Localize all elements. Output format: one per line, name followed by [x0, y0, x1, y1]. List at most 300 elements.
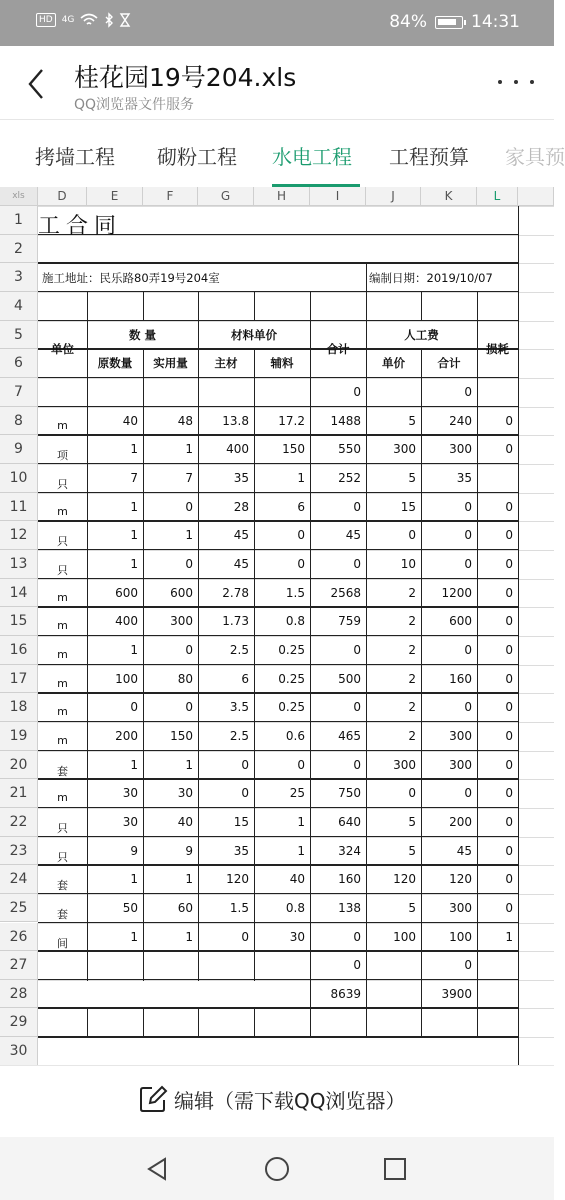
data-cell[interactable]: 45	[345, 528, 361, 543]
table-border	[38, 750, 518, 752]
data-cell[interactable]: 0	[464, 786, 472, 801]
row-header[interactable]: 16	[0, 636, 38, 665]
data-cell[interactable]: 0	[505, 413, 513, 428]
nav-recents-button[interactable]	[381, 1155, 409, 1183]
data-cell[interactable]: 9	[130, 843, 138, 858]
sheet-tabs	[0, 121, 565, 187]
data-cell[interactable]: 0	[353, 958, 361, 973]
table-border	[38, 520, 518, 522]
data-cell[interactable]: 100	[115, 671, 138, 686]
data-cell[interactable]: 750	[338, 786, 361, 801]
more-dot-icon	[498, 80, 502, 84]
data-cell[interactable]: 0.25	[278, 671, 305, 686]
data-cell[interactable]: 0	[505, 585, 513, 600]
data-cell[interactable]: 0	[353, 556, 361, 571]
data-cell[interactable]: 6	[297, 499, 305, 514]
data-cell[interactable]: 1	[185, 929, 193, 944]
data-cell[interactable]: 0	[505, 728, 513, 743]
row-header[interactable]: 15	[0, 607, 38, 636]
column-header[interactable]: K	[421, 187, 477, 206]
data-cell[interactable]: 300	[449, 900, 472, 915]
row-header[interactable]: 30	[0, 1037, 38, 1066]
row-header[interactable]: 24	[0, 865, 38, 894]
data-cell[interactable]: 7	[130, 470, 138, 485]
data-cell[interactable]: 2	[408, 671, 416, 686]
merge-mask	[40, 981, 309, 1008]
data-cell[interactable]: 0	[464, 958, 472, 973]
unit-cell[interactable]: 套	[57, 879, 68, 893]
data-cell[interactable]: 0	[297, 556, 305, 571]
navigation-bar	[0, 1137, 554, 1200]
battery-percent: 84%	[389, 12, 427, 32]
data-cell[interactable]: 1	[130, 499, 138, 514]
table-border	[421, 292, 423, 321]
data-cell[interactable]: 1	[130, 757, 138, 772]
data-cell[interactable]: 200	[115, 728, 138, 743]
row-header[interactable]: 20	[0, 751, 38, 780]
tab-sheet-4[interactable]: 工程预算	[389, 145, 469, 169]
edit-label: 编辑（需下载QQ浏览器）	[174, 1088, 406, 1113]
data-cell[interactable]: 138	[338, 900, 361, 915]
battery-icon	[435, 16, 463, 29]
triangle-back-icon	[144, 1155, 172, 1183]
tab-sheet-3[interactable]: 水电工程	[272, 145, 352, 169]
data-cell[interactable]: 6	[241, 671, 249, 686]
table-border	[38, 606, 518, 608]
data-cell[interactable]: 240	[449, 413, 472, 428]
row-header[interactable]: 3	[0, 263, 38, 292]
data-cell[interactable]: 1	[297, 470, 305, 485]
data-cell[interactable]: 1.5	[229, 900, 249, 915]
data-cell[interactable]: 1	[185, 872, 193, 887]
data-cell[interactable]: 2.5	[229, 642, 249, 657]
data-cell[interactable]: 0	[297, 757, 305, 772]
table-border	[38, 664, 518, 666]
data-cell[interactable]: 0	[353, 757, 361, 772]
header-loss: 损耗	[486, 341, 509, 356]
contract-title: 工合同	[38, 214, 123, 239]
data-cell[interactable]: 120	[449, 872, 472, 887]
data-cell[interactable]: 1	[185, 442, 193, 457]
unit-cell[interactable]: 间	[57, 936, 68, 950]
unit-cell[interactable]: m	[57, 619, 68, 633]
data-cell[interactable]: 0	[505, 814, 513, 829]
row-header[interactable]: 12	[0, 521, 38, 550]
more-dot-icon	[530, 80, 534, 84]
header-original-qty: 原数量	[97, 356, 133, 371]
data-cell[interactable]: 0	[241, 929, 249, 944]
header-aux-material: 辅料	[270, 356, 294, 371]
header-labor-unit-price: 单价	[382, 356, 405, 371]
data-cell[interactable]: 0	[353, 499, 361, 514]
table-border	[38, 807, 518, 809]
data-cell[interactable]: 0	[505, 614, 513, 629]
back-button[interactable]	[22, 64, 52, 104]
data-cell[interactable]: 300	[393, 757, 416, 772]
data-cell[interactable]: 2	[408, 585, 416, 600]
unit-cell[interactable]: 项	[57, 449, 68, 463]
sheet-corner[interactable]: xls	[0, 187, 38, 206]
data-cell[interactable]: 0	[505, 442, 513, 457]
row-header[interactable]: 29	[0, 1008, 38, 1037]
edit-bar	[0, 1065, 554, 1137]
table-border	[38, 864, 518, 866]
row-header[interactable]: 28	[0, 980, 38, 1009]
edit-button[interactable]	[138, 1084, 405, 1114]
row-header[interactable]: 1	[0, 206, 38, 235]
header-total: 合计	[326, 341, 350, 356]
nav-home-button[interactable]	[263, 1155, 291, 1183]
data-cell[interactable]: 1	[297, 814, 305, 829]
row-header[interactable]: 10	[0, 464, 38, 493]
data-cell[interactable]: 40	[289, 872, 305, 887]
data-cell[interactable]: 30	[122, 786, 138, 801]
data-cell[interactable]: 465	[338, 728, 361, 743]
data-cell[interactable]: 0	[505, 528, 513, 543]
table-border	[38, 1007, 518, 1009]
data-cell[interactable]: 40	[177, 814, 193, 829]
data-cell[interactable]: 0	[505, 900, 513, 915]
table-border	[38, 578, 518, 580]
grid-line	[38, 206, 554, 207]
row-header[interactable]: 17	[0, 665, 38, 694]
square-recents-icon	[381, 1155, 409, 1183]
row-header[interactable]: 5	[0, 321, 38, 350]
data-cell[interactable]: 2	[408, 614, 416, 629]
tab-sheet-5[interactable]: 家具预	[505, 145, 565, 169]
title-bar	[0, 46, 554, 120]
data-cell[interactable]: 15	[233, 814, 249, 829]
table-border	[198, 292, 200, 1037]
unit-cell[interactable]: 套	[57, 907, 68, 921]
data-cell[interactable]: 9	[185, 843, 193, 858]
data-cell[interactable]: 0	[464, 700, 472, 715]
row-header[interactable]: 2	[0, 235, 38, 264]
data-cell[interactable]: 60	[177, 900, 193, 915]
data-cell[interactable]: 100	[393, 929, 416, 944]
table-border	[38, 950, 518, 952]
data-cell[interactable]: 100	[449, 929, 472, 944]
row-header[interactable]: 8	[0, 407, 38, 436]
header-unit: 单位	[51, 341, 74, 356]
data-cell[interactable]: 0	[185, 700, 193, 715]
merge-mask	[368, 981, 420, 1008]
table-border	[310, 292, 312, 1037]
data-cell[interactable]: 25	[289, 786, 305, 801]
table-border	[38, 721, 518, 723]
data-cell[interactable]: 40	[122, 413, 138, 428]
table-border	[38, 836, 518, 838]
data-cell[interactable]: 0	[353, 929, 361, 944]
data-cell[interactable]: 1.73	[222, 614, 249, 629]
row-header[interactable]: 13	[0, 550, 38, 579]
spreadsheet-grid[interactable]	[0, 187, 554, 1065]
file-subtitle: QQ浏览器文件服务	[74, 97, 195, 113]
grand-total-labor[interactable]: 3900	[441, 986, 472, 1001]
unit-cell[interactable]: m	[57, 418, 68, 432]
row-header[interactable]: 4	[0, 292, 38, 321]
data-cell[interactable]: 0	[464, 556, 472, 571]
data-cell[interactable]: 300	[449, 728, 472, 743]
data-cell[interactable]: 0	[464, 642, 472, 657]
data-cell[interactable]: 48	[177, 413, 193, 428]
address-cell[interactable]: 施工地址：民乐路80弄19号204室	[42, 271, 220, 286]
data-cell[interactable]: 50	[122, 900, 138, 915]
data-cell[interactable]: 2568	[330, 585, 361, 600]
column-header-filler	[518, 187, 554, 206]
row-header[interactable]: 19	[0, 722, 38, 751]
date-cell[interactable]: 编制日期：2019/10/07	[369, 271, 493, 286]
data-cell[interactable]: 200	[449, 814, 472, 829]
unit-cell[interactable]: 只	[57, 535, 68, 549]
data-cell[interactable]: 10	[400, 556, 416, 571]
data-cell[interactable]: 80	[177, 671, 193, 686]
column-header[interactable]: H	[254, 187, 310, 206]
unit-cell[interactable]: 只	[57, 563, 68, 577]
data-cell[interactable]: 550	[338, 442, 361, 457]
data-cell[interactable]: 150	[282, 442, 305, 457]
data-cell[interactable]: 0.6	[285, 728, 305, 743]
row-header[interactable]: 26	[0, 923, 38, 952]
row-header[interactable]: 21	[0, 779, 38, 808]
unit-cell[interactable]: m	[57, 647, 68, 661]
data-cell[interactable]: 0	[130, 700, 138, 715]
data-cell[interactable]: 0	[353, 700, 361, 715]
more-options-button[interactable]	[498, 74, 534, 90]
data-cell[interactable]: 0	[241, 757, 249, 772]
table-border	[38, 778, 518, 780]
table-border	[38, 893, 518, 895]
data-cell[interactable]: 7	[185, 470, 193, 485]
chevron-left-icon	[22, 64, 52, 104]
data-cell[interactable]: 1	[185, 757, 193, 772]
grand-total-material[interactable]: 8639	[330, 986, 361, 1001]
data-cell[interactable]: 600	[170, 585, 193, 600]
data-cell[interactable]: 150	[170, 728, 193, 743]
data-cell[interactable]: 1	[130, 442, 138, 457]
status-left-icons	[36, 13, 130, 27]
data-cell[interactable]: 5	[408, 413, 416, 428]
data-cell[interactable]: 300	[449, 757, 472, 772]
data-cell[interactable]: 0	[505, 757, 513, 772]
header-labor-total: 合计	[437, 356, 461, 371]
data-cell[interactable]: 0	[505, 499, 513, 514]
table-border	[38, 434, 518, 436]
row-header[interactable]: 7	[0, 378, 38, 407]
header-material-price: 材料单价	[231, 327, 277, 342]
clock: 14:31	[471, 12, 520, 32]
data-cell[interactable]: 5	[408, 814, 416, 829]
sim-indicator: HD	[36, 13, 56, 27]
unit-cell[interactable]: m	[57, 676, 68, 690]
table-border	[38, 922, 518, 924]
hourglass-icon	[120, 13, 130, 27]
data-cell[interactable]: 1488	[330, 413, 361, 428]
data-cell[interactable]: 0	[185, 556, 193, 571]
row-header[interactable]: 27	[0, 951, 38, 980]
table-border	[38, 492, 518, 494]
data-cell[interactable]: 0.8	[285, 614, 305, 629]
data-cell[interactable]: 300	[393, 442, 416, 457]
data-cell[interactable]: 300	[170, 614, 193, 629]
data-cell[interactable]: 1	[130, 872, 138, 887]
data-cell[interactable]: 0	[185, 499, 193, 514]
data-cell[interactable]: 324	[338, 843, 361, 858]
wifi-icon	[80, 13, 98, 27]
data-cell[interactable]: 35	[456, 470, 472, 485]
unit-cell[interactable]: 只	[57, 821, 68, 835]
header-quantity: 数 量	[128, 327, 156, 342]
data-cell[interactable]: 2	[408, 728, 416, 743]
data-cell[interactable]: 0	[464, 384, 472, 399]
tab-sheet-1[interactable]: 拷墙工程	[35, 145, 115, 169]
data-cell[interactable]: 1	[130, 642, 138, 657]
table-border	[87, 292, 89, 1037]
data-cell[interactable]: 252	[338, 470, 361, 485]
data-cell[interactable]: 600	[115, 585, 138, 600]
header-actual-qty: 实用量	[153, 356, 188, 371]
unit-cell[interactable]: m	[57, 733, 68, 747]
row-header[interactable]: 23	[0, 837, 38, 866]
unit-cell[interactable]: m	[57, 504, 68, 518]
data-cell[interactable]: 0	[464, 499, 472, 514]
table-border	[38, 692, 518, 694]
data-cell[interactable]: 3.5	[229, 700, 249, 715]
table-border	[38, 262, 518, 264]
data-cell[interactable]: 0	[505, 556, 513, 571]
data-cell[interactable]: 35	[233, 843, 249, 858]
data-cell[interactable]: 30	[122, 814, 138, 829]
data-cell[interactable]: 1	[505, 929, 513, 944]
data-cell[interactable]: 0	[505, 843, 513, 858]
column-header[interactable]: G	[198, 187, 254, 206]
data-cell[interactable]: 640	[338, 814, 361, 829]
data-cell[interactable]: 160	[449, 671, 472, 686]
data-cell[interactable]: 35	[233, 470, 249, 485]
unit-cell[interactable]: 套	[57, 764, 68, 778]
column-header[interactable]: L	[477, 187, 518, 206]
data-cell[interactable]: 0	[505, 786, 513, 801]
data-cell[interactable]: 0	[297, 528, 305, 543]
data-cell[interactable]: 1	[297, 843, 305, 858]
data-cell[interactable]: 0	[505, 642, 513, 657]
status-right	[389, 12, 520, 32]
row-header[interactable]: 14	[0, 579, 38, 608]
data-cell[interactable]: 2.5	[229, 728, 249, 743]
unit-cell[interactable]: m	[57, 590, 68, 604]
data-cell[interactable]: 0	[185, 642, 193, 657]
data-cell[interactable]: 5	[408, 900, 416, 915]
column-header[interactable]: E	[87, 187, 143, 206]
file-title: 桂花园19号204.xls	[74, 63, 297, 92]
data-cell[interactable]: 0	[505, 700, 513, 715]
data-cell[interactable]: 0	[464, 528, 472, 543]
nav-back-button[interactable]	[144, 1155, 172, 1183]
network-indicator: 4G	[61, 15, 75, 25]
data-cell[interactable]: 120	[393, 872, 416, 887]
data-cell[interactable]: 28	[233, 499, 249, 514]
data-cell[interactable]: 0	[408, 786, 416, 801]
table-border	[366, 292, 368, 1037]
column-header[interactable]: F	[143, 187, 198, 206]
header-labor: 人工费	[404, 327, 439, 342]
data-cell[interactable]: 30	[289, 929, 305, 944]
data-cell[interactable]: 600	[449, 614, 472, 629]
data-cell[interactable]: 15	[400, 499, 416, 514]
data-cell[interactable]: 0	[505, 671, 513, 686]
table-border	[38, 635, 518, 637]
row-header[interactable]: 11	[0, 493, 38, 522]
data-cell[interactable]: 45	[233, 528, 249, 543]
unit-cell[interactable]: m	[57, 705, 68, 719]
data-cell[interactable]: 17.2	[278, 413, 305, 428]
status-bar	[0, 0, 554, 46]
data-cell[interactable]: 1	[130, 929, 138, 944]
data-cell[interactable]: 0	[505, 872, 513, 887]
unit-cell[interactable]: m	[57, 791, 68, 805]
data-cell[interactable]: 500	[338, 671, 361, 686]
data-cell[interactable]: 0	[353, 642, 361, 657]
data-cell[interactable]: 45	[233, 556, 249, 571]
data-cell[interactable]: 1	[185, 528, 193, 543]
data-cell[interactable]: 13.8	[222, 413, 249, 428]
data-cell[interactable]: 1200	[441, 585, 472, 600]
row-header[interactable]: 6	[0, 349, 38, 378]
unit-cell[interactable]: 只	[57, 850, 68, 864]
data-cell[interactable]: 400	[226, 442, 249, 457]
data-cell[interactable]: 5	[408, 843, 416, 858]
data-cell[interactable]: 120	[226, 872, 249, 887]
data-cell[interactable]: 45	[456, 843, 472, 858]
data-cell[interactable]: 759	[338, 614, 361, 629]
data-cell[interactable]: 5	[408, 470, 416, 485]
data-cell[interactable]: 0.25	[278, 642, 305, 657]
table-border	[366, 263, 368, 292]
more-dot-icon	[514, 80, 518, 84]
column-header[interactable]: J	[366, 187, 421, 206]
row-header[interactable]: 9	[0, 435, 38, 464]
table-border	[38, 549, 518, 551]
table-border	[143, 292, 145, 321]
data-cell[interactable]: 2	[408, 642, 416, 657]
row-header[interactable]: 18	[0, 693, 38, 722]
data-cell[interactable]: 1.5	[285, 585, 305, 600]
data-cell[interactable]: 400	[115, 614, 138, 629]
data-cell[interactable]: 1	[130, 556, 138, 571]
data-cell[interactable]: 0	[241, 786, 249, 801]
data-cell[interactable]: 0.8	[285, 900, 305, 915]
row-header[interactable]: 25	[0, 894, 38, 923]
data-cell[interactable]: 0	[353, 384, 361, 399]
data-cell[interactable]: 30	[177, 786, 193, 801]
data-cell[interactable]: 300	[449, 442, 472, 457]
table-border	[38, 406, 518, 408]
table-border	[38, 291, 518, 293]
data-cell[interactable]: 1	[130, 528, 138, 543]
unit-cell[interactable]: 只	[57, 477, 68, 491]
data-cell[interactable]: 0	[408, 528, 416, 543]
column-header[interactable]: I	[310, 187, 366, 206]
data-cell[interactable]: 160	[338, 872, 361, 887]
table-border	[477, 292, 479, 1037]
column-header[interactable]: D	[38, 187, 87, 206]
data-cell[interactable]: 2	[408, 700, 416, 715]
data-cell[interactable]: 0.25	[278, 700, 305, 715]
circle-home-icon	[263, 1155, 291, 1183]
data-cell[interactable]: 2.78	[222, 585, 249, 600]
tab-sheet-2[interactable]: 砌粉工程	[157, 145, 237, 169]
row-header[interactable]: 22	[0, 808, 38, 837]
